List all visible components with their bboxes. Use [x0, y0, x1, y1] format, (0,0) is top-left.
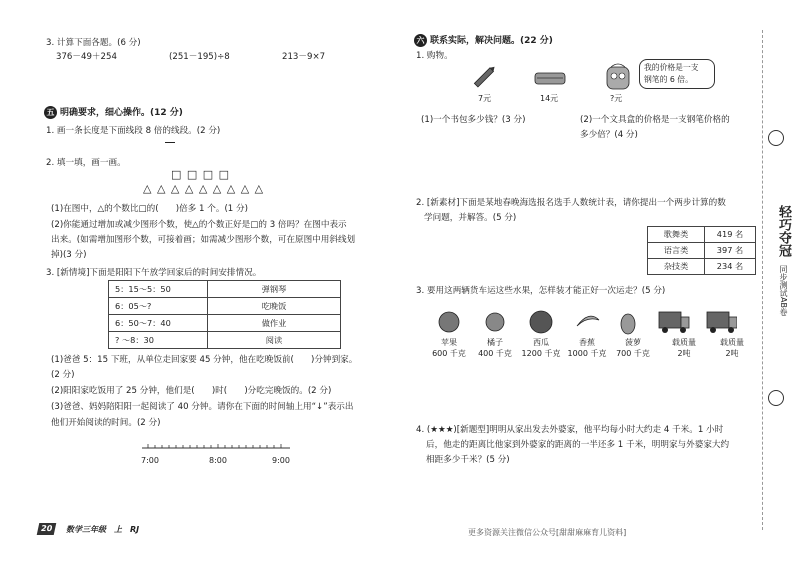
footer-note: 更多资源关注微信公众号[甜甜麻麻育儿资料] [468, 528, 627, 537]
schoolbag-icon [603, 61, 633, 91]
r-q2-line1: 2. [新素材]下面是某地春晚海选报名选手人数统计表，请你提出一个两步计算的数 [416, 198, 726, 208]
r-q4-line1: 4. (★★★)[新题型]明明从家出发去外婆家，他平均每小时大约走 4 千米。1 小时 [416, 425, 724, 435]
page-number: 20 [37, 523, 57, 535]
expr-1: 376－49＋254 [56, 52, 117, 62]
q2-p2a: (2)你能通过增加或减少图形个数，使△的个数正好是□的 3 倍吗？在图中表示 [51, 220, 347, 230]
table-row [648, 243, 756, 259]
apple-icon [439, 312, 459, 332]
section-6-title: 联系实际，解决问题。(22 分) [430, 36, 553, 46]
time-cell: 5：15～5：50 [109, 281, 208, 298]
pineapple-icon [621, 314, 635, 334]
q3b-p1b: (2 分) [51, 370, 75, 380]
binding-hole [768, 130, 784, 146]
r-q1-title: 1. 购物。 [416, 51, 453, 61]
list-item [427, 337, 471, 359]
expr-3: 213－9×7 [282, 52, 326, 62]
q3b-p3a: (3)爸爸、妈妈陪阳阳一起阅读了 40 分钟。请你在下面的时间轴上用“↓”表示出 [51, 402, 354, 412]
table-row [648, 227, 756, 243]
count-cell: 234 名 [705, 259, 756, 275]
r-q3-title: 3. 要用这两辆货车运这些水果，怎样装才能正好一次运走？(5 分) [416, 286, 666, 296]
truck-icon [659, 312, 689, 333]
table-row [109, 281, 341, 298]
banana-icon [577, 316, 599, 326]
activity-cell: 弹钢琴 [208, 281, 341, 298]
table-row [109, 298, 341, 315]
fruit-qty: 1200 千克 [521, 349, 561, 358]
section-6-badge: 六 [414, 34, 427, 47]
count-cell: 397 名 [705, 243, 756, 259]
orange-icon [486, 313, 504, 331]
bag-price: ?元 [610, 94, 623, 103]
axis-label-9: 9:00 [272, 456, 290, 465]
schedule-table [108, 280, 341, 349]
r-q4-line2: 后，他走的距离比他家到外婆家的距离的一半还多 1 千米，明明家与外婆家大约 [426, 440, 730, 450]
fruit-name: 西瓜 [533, 338, 549, 347]
q2-p2c: 掉)(3 分) [51, 250, 87, 260]
r-q1-p1: (1)一个书包多少钱？(3 分) [421, 115, 526, 125]
box-price: 14元 [540, 94, 559, 103]
truck-label: 载质量 [672, 338, 696, 347]
q2-p2b: 出来。(如需增加图形个数，可接着画；如需减少图形个数，可在原图中用斜线划 [51, 235, 356, 245]
table-row [109, 315, 341, 332]
table-row [109, 332, 341, 349]
fruit-name: 菠萝 [625, 338, 641, 347]
watermelon-icon [530, 311, 552, 333]
r-q2-line2: 学问题，并解答。(5 分) [424, 213, 517, 223]
activity-cell: 做作业 [208, 315, 341, 332]
spine-subtitle: 同步测试AB卷 [779, 265, 788, 316]
q3b-p2: (2)阳阳家吃饭用了 25 分钟，他们是( )时( )分吃完晚饭的。(2 分) [51, 386, 332, 396]
triangles-row: △ △ △ △ △ △ △ △ △ [143, 182, 265, 195]
q3b-p3b: 他们开始阅读的时间。(2 分) [51, 418, 161, 428]
time-axis [138, 442, 298, 454]
list-item [473, 337, 517, 359]
category-cell: 歌舞类 [648, 227, 705, 243]
category-cell: 杂技类 [648, 259, 705, 275]
fruit-qty: 400 千克 [478, 349, 512, 358]
truck-icon [707, 312, 737, 333]
fruit-qty: 600 千克 [432, 349, 466, 358]
time-cell: 6：50～7：40 [109, 315, 208, 332]
truck-qty: 2吨 [725, 349, 739, 358]
fruit-qty: 700 千克 [616, 349, 650, 358]
count-cell: 419 名 [705, 227, 756, 243]
fruit-icons [437, 306, 737, 336]
section-5-badge: 五 [44, 106, 57, 119]
table-row [648, 259, 756, 275]
list-item [519, 337, 563, 359]
list-item [611, 337, 655, 359]
list-item [710, 337, 754, 359]
votes-table [647, 226, 756, 275]
time-cell: ? ～8：30 [109, 332, 208, 349]
expr-2: (251－195)÷8 [169, 52, 230, 62]
list-item [662, 337, 706, 359]
axis-label-7: 7:00 [141, 456, 159, 465]
binding-hole [768, 390, 784, 406]
fruit-qty: 1000 千克 [567, 349, 607, 358]
book-title: 数学三年级 上 RJ [66, 525, 140, 534]
list-item [565, 337, 609, 359]
q2-p1: (1)在图中，△的个数比□的( )倍多 1 个。(1 分) [51, 204, 248, 214]
r-q4-line3: 相距多少千米？(5 分) [426, 455, 510, 465]
squares-row: □ □ □ □ [171, 168, 231, 181]
activity-cell: 阅读 [208, 332, 341, 349]
spine-divider [762, 30, 775, 530]
r-q1-p2a: (2)一个文具盒的价格是一支钢笔价格的 [580, 115, 730, 125]
bubble-line-1: 我的价格是一支 [644, 63, 699, 72]
r-q1-p2b: 多少倍？(4 分) [580, 130, 638, 140]
q3b-title: 3. [新情境]下面是阳阳下午放学回家后的时间安排情况。 [46, 268, 262, 278]
q3-title: 3. 计算下面各题。(6 分) [46, 38, 141, 48]
q3b-p1a: (1)爸爸 5：15 下班，从单位走回家要 45 分钟，他在吃晚饭前( )分钟到家。 [51, 355, 358, 365]
fruit-name: 苹果 [441, 338, 457, 347]
time-cell: 6：05～? [109, 298, 208, 315]
spine-brand: 轻巧夺冠 [776, 205, 791, 257]
pen-icon [470, 64, 500, 90]
fruit-name: 香蕉 [579, 338, 595, 347]
section-5-header [44, 105, 183, 119]
category-cell: 语言类 [648, 243, 705, 259]
fruit-name: 橘子 [487, 338, 503, 347]
section-6-header [414, 33, 553, 47]
pencil-box-icon [533, 68, 567, 88]
book-spine [758, 0, 800, 566]
axis-label-8: 8:00 [209, 456, 227, 465]
speech-bubble [639, 59, 715, 89]
q2-title: 2. 填一填，画一画。 [46, 158, 126, 168]
short-segment [165, 142, 175, 143]
bubble-line-2: 钢笔的 6 倍。 [644, 75, 693, 84]
q1-text: 1. 画一条长度是下面线段 8 倍的线段。(2 分) [46, 126, 221, 136]
activity-cell: 吃晚饭 [208, 298, 341, 315]
pen-price: 7元 [478, 94, 492, 103]
truck-qty: 2吨 [677, 349, 691, 358]
truck-label: 载质量 [720, 338, 744, 347]
section-5-title: 明确要求，细心操作。(12 分) [60, 108, 183, 118]
